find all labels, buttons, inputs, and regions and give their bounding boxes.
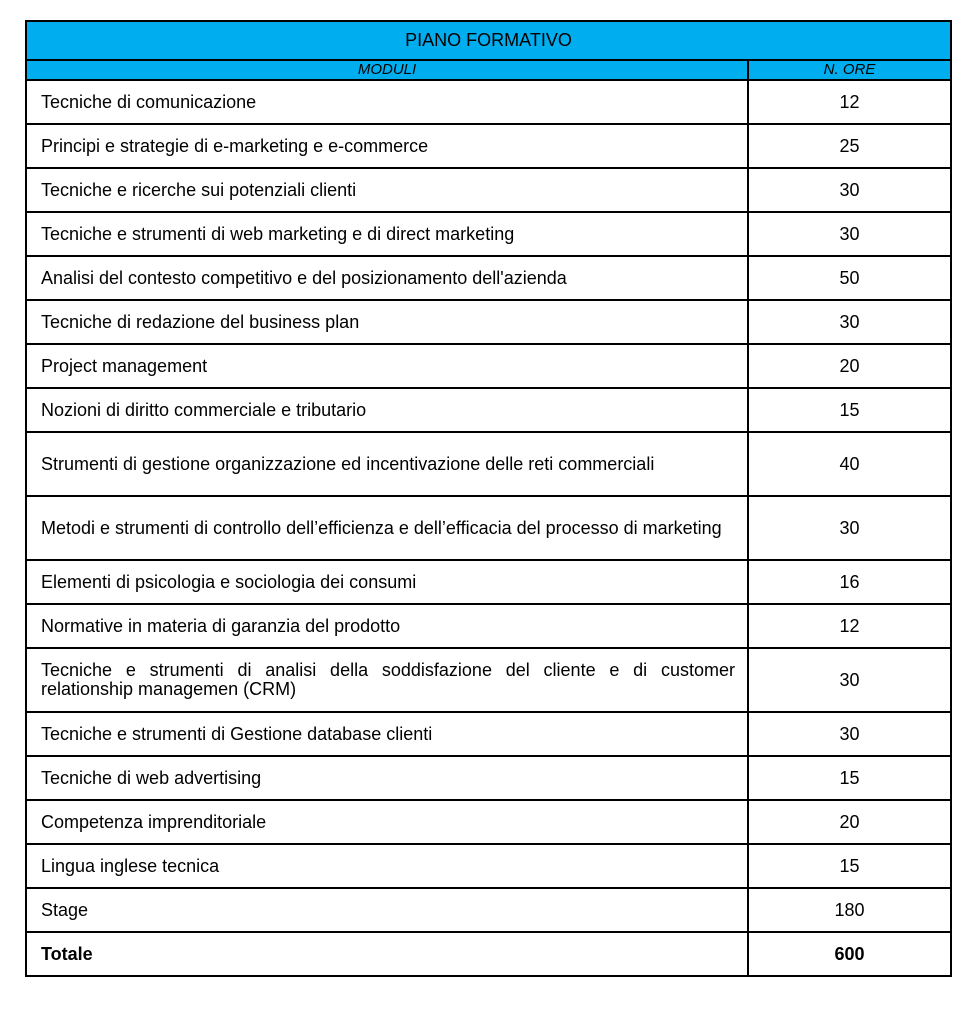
table-row <box>26 300 951 344</box>
hours-column-header: N. ORE <box>748 60 951 80</box>
table-row <box>26 496 951 560</box>
table-row <box>26 80 951 124</box>
hours-cell: 16 <box>748 560 951 604</box>
training-plan-table-container <box>25 20 950 977</box>
table-title: PIANO FORMATIVO <box>26 21 951 60</box>
module-cell: Tecniche e strumenti di analisi della soddisfazione del cliente e di customer relationship managemen (CRM) <box>26 648 748 712</box>
hours-cell: 15 <box>748 756 951 800</box>
module-cell: Tecniche di redazione del business plan <box>26 300 748 344</box>
training-plan-table <box>25 20 952 977</box>
table-row <box>26 212 951 256</box>
hours-cell: 40 <box>748 432 951 496</box>
table-row <box>26 560 951 604</box>
table-row <box>26 800 951 844</box>
total-label: Totale <box>26 932 748 976</box>
table-row <box>26 256 951 300</box>
hours-cell: 180 <box>748 888 951 932</box>
module-cell: Stage <box>26 888 748 932</box>
table-row <box>26 344 951 388</box>
table-row <box>26 604 951 648</box>
table-row <box>26 168 951 212</box>
module-cell: Principi e strategie di e-marketing e e-commerce <box>26 124 748 168</box>
module-cell: Metodi e strumenti di controllo dell’efficienza e dell’efficacia del processo di marketing <box>26 496 748 560</box>
modules-column-header: MODULI <box>26 60 748 80</box>
hours-cell: 30 <box>748 168 951 212</box>
hours-cell: 15 <box>748 388 951 432</box>
hours-cell: 20 <box>748 800 951 844</box>
hours-cell: 12 <box>748 604 951 648</box>
module-cell: Tecniche e strumenti di web marketing e di direct marketing <box>26 212 748 256</box>
table-row <box>26 844 951 888</box>
hours-cell: 25 <box>748 124 951 168</box>
module-cell: Competenza imprenditoriale <box>26 800 748 844</box>
module-cell: Project management <box>26 344 748 388</box>
module-cell: Tecniche e strumenti di Gestione database clienti <box>26 712 748 756</box>
hours-cell: 30 <box>748 212 951 256</box>
module-cell: Analisi del contesto competitivo e del posizionamento dell'azienda <box>26 256 748 300</box>
module-cell: Lingua inglese tecnica <box>26 844 748 888</box>
table-row <box>26 756 951 800</box>
hours-cell: 30 <box>748 712 951 756</box>
total-hours: 600 <box>748 932 951 976</box>
module-cell: Nozioni di diritto commerciale e tributario <box>26 388 748 432</box>
table-row <box>26 712 951 756</box>
table-row <box>26 888 951 932</box>
table-row <box>26 648 951 712</box>
hours-cell: 15 <box>748 844 951 888</box>
total-row <box>26 932 951 976</box>
hours-cell: 20 <box>748 344 951 388</box>
hours-cell: 30 <box>748 496 951 560</box>
module-cell: Tecniche e ricerche sui potenziali clienti <box>26 168 748 212</box>
module-cell: Normative in materia di garanzia del prodotto <box>26 604 748 648</box>
table-row <box>26 124 951 168</box>
table-title-row <box>26 21 951 60</box>
table-row <box>26 432 951 496</box>
table-row <box>26 388 951 432</box>
table-header-row <box>26 60 951 80</box>
module-cell: Tecniche di web advertising <box>26 756 748 800</box>
module-cell: Tecniche di comunicazione <box>26 80 748 124</box>
hours-cell: 30 <box>748 300 951 344</box>
hours-cell: 12 <box>748 80 951 124</box>
hours-cell: 30 <box>748 648 951 712</box>
hours-cell: 50 <box>748 256 951 300</box>
module-cell: Strumenti di gestione organizzazione ed incentivazione delle reti commerciali <box>26 432 748 496</box>
module-cell: Elementi di psicologia e sociologia dei consumi <box>26 560 748 604</box>
